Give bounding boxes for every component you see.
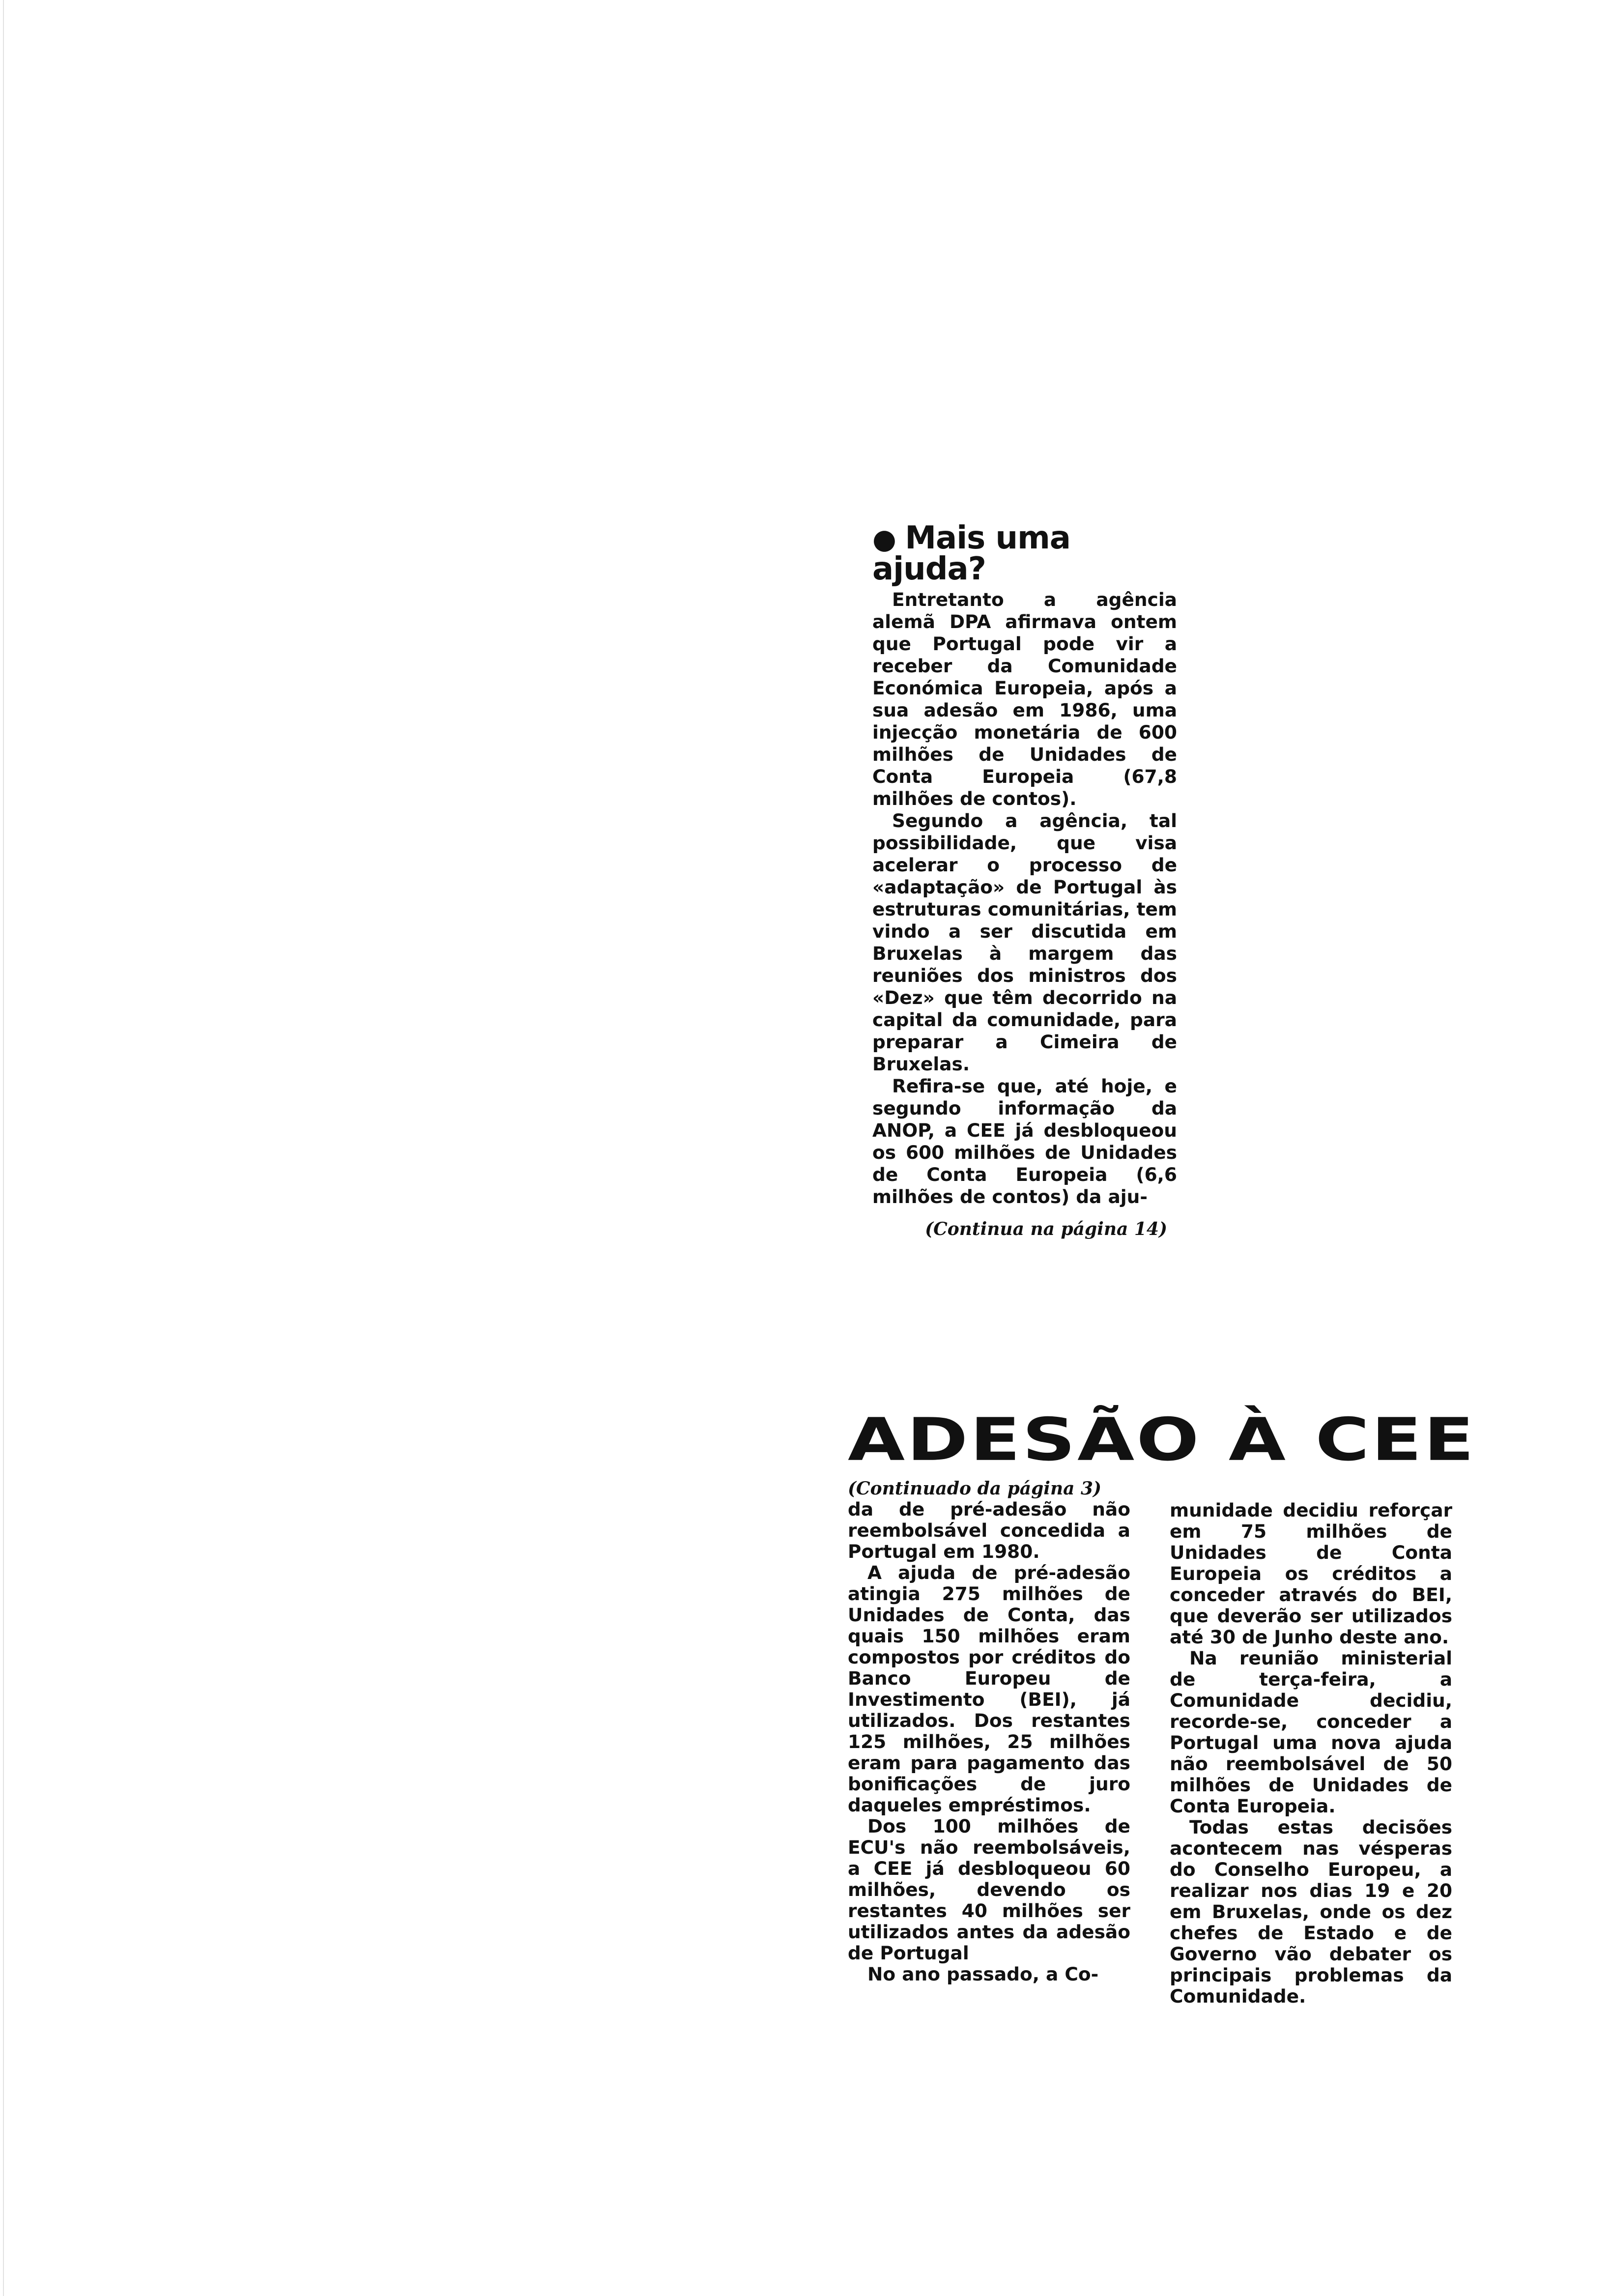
continued-from-note: (Continuado da página 3)	[848, 1478, 1102, 1499]
paragraph: No ano passado, a Co-	[867, 1963, 1099, 1985]
paragraph: Refira-se que, até hoje, e segundo informação da ANOP, a CEE já desbloqueou os 600 milhões de Unidades de Conta Europeia (6,6 milhões de contos) da aju-	[872, 1075, 1177, 1207]
paragraph: Segundo a agência, tal possibilidade, que visa acelerar o processo de «adaptação» de Portugal às estruturas comunitárias, tem vindo a ser discutida em Bruxelas à margem das reuniões dos ministros dos «Dez» que têm decorrido na capital da comunidade, para preparar a Cimeira de Bruxelas.	[872, 810, 1177, 1075]
article-headline	[872, 520, 1177, 587]
paragraph: munidade decidiu reforçar em 75 milhões de Unidades de Conta Europeia os créditos a conceder através do BEI, que deverão ser utilizados até 30 de Junho deste ano.	[1170, 1499, 1452, 1648]
bullet-icon: ●	[872, 523, 905, 555]
article-body	[872, 589, 1177, 1208]
paragraph: Dos 100 milhões de ECU's não reembolsáveis, a CEE já desbloqueou 60 milhões, devendo os restantes 40 milhões ser utilizados antes da adesão de Portugal	[848, 1815, 1130, 1964]
article-columns	[848, 1474, 1487, 2007]
paragraph: A ajuda de pré-adesão atingia 275 milhões de Unidades de Conta, das quais 150 milhões eram compostos por créditos do Banco Europeu de Investimento (BEI), já utilizados. Dos restantes 125 milhões, 25 milhões eram para pagamento das bonificações de juro daqueles empréstimos.	[848, 1562, 1130, 1816]
left-column-text	[848, 1499, 1130, 1985]
paragraph: da de pré-adesão não reembolsável concedida a Portugal em 1980.	[848, 1498, 1130, 1562]
article-title: ADESÃO À CEE	[848, 1406, 1476, 1474]
news-clipping-adesao-cee	[848, 1406, 1487, 2035]
paragraph: Na reunião ministerial de terça-feira, a Comunidade decidiu, recorde-se, conceder a Portugal uma nova ajuda não reembolsável de 50 milhões de Unidades de Conta Europeia.	[1170, 1647, 1452, 1817]
paragraph: Entretanto a agência alemã DPA afirmava ontem que Portugal pode vir a receber da Comunidade Económica Europeia, após a sua adesão em 1986, uma injecção monetária de 600 milhões de Unidades de Conta Europeia (67,8 milhões de contos).	[872, 589, 1177, 809]
continuation-note: (Continua na página 14)	[925, 1219, 1167, 1239]
headline-text: Mais uma ajuda?	[872, 520, 1070, 587]
paragraph: Todas estas decisões acontecem nas vésperas do Conselho Europeu, a realizar nos dias 19 e 20 em Bruxelas, onde os dez chefes de Estado e de Governo vão debater os principais problemas da Comunidade.	[1170, 1816, 1452, 2007]
right-column-text	[1170, 1500, 1452, 2007]
scan-left-edge	[3, 0, 4, 2296]
right-column	[1170, 1474, 1452, 2007]
left-column	[848, 1474, 1130, 2007]
news-clipping-mais-uma-ajuda	[872, 520, 1177, 1310]
